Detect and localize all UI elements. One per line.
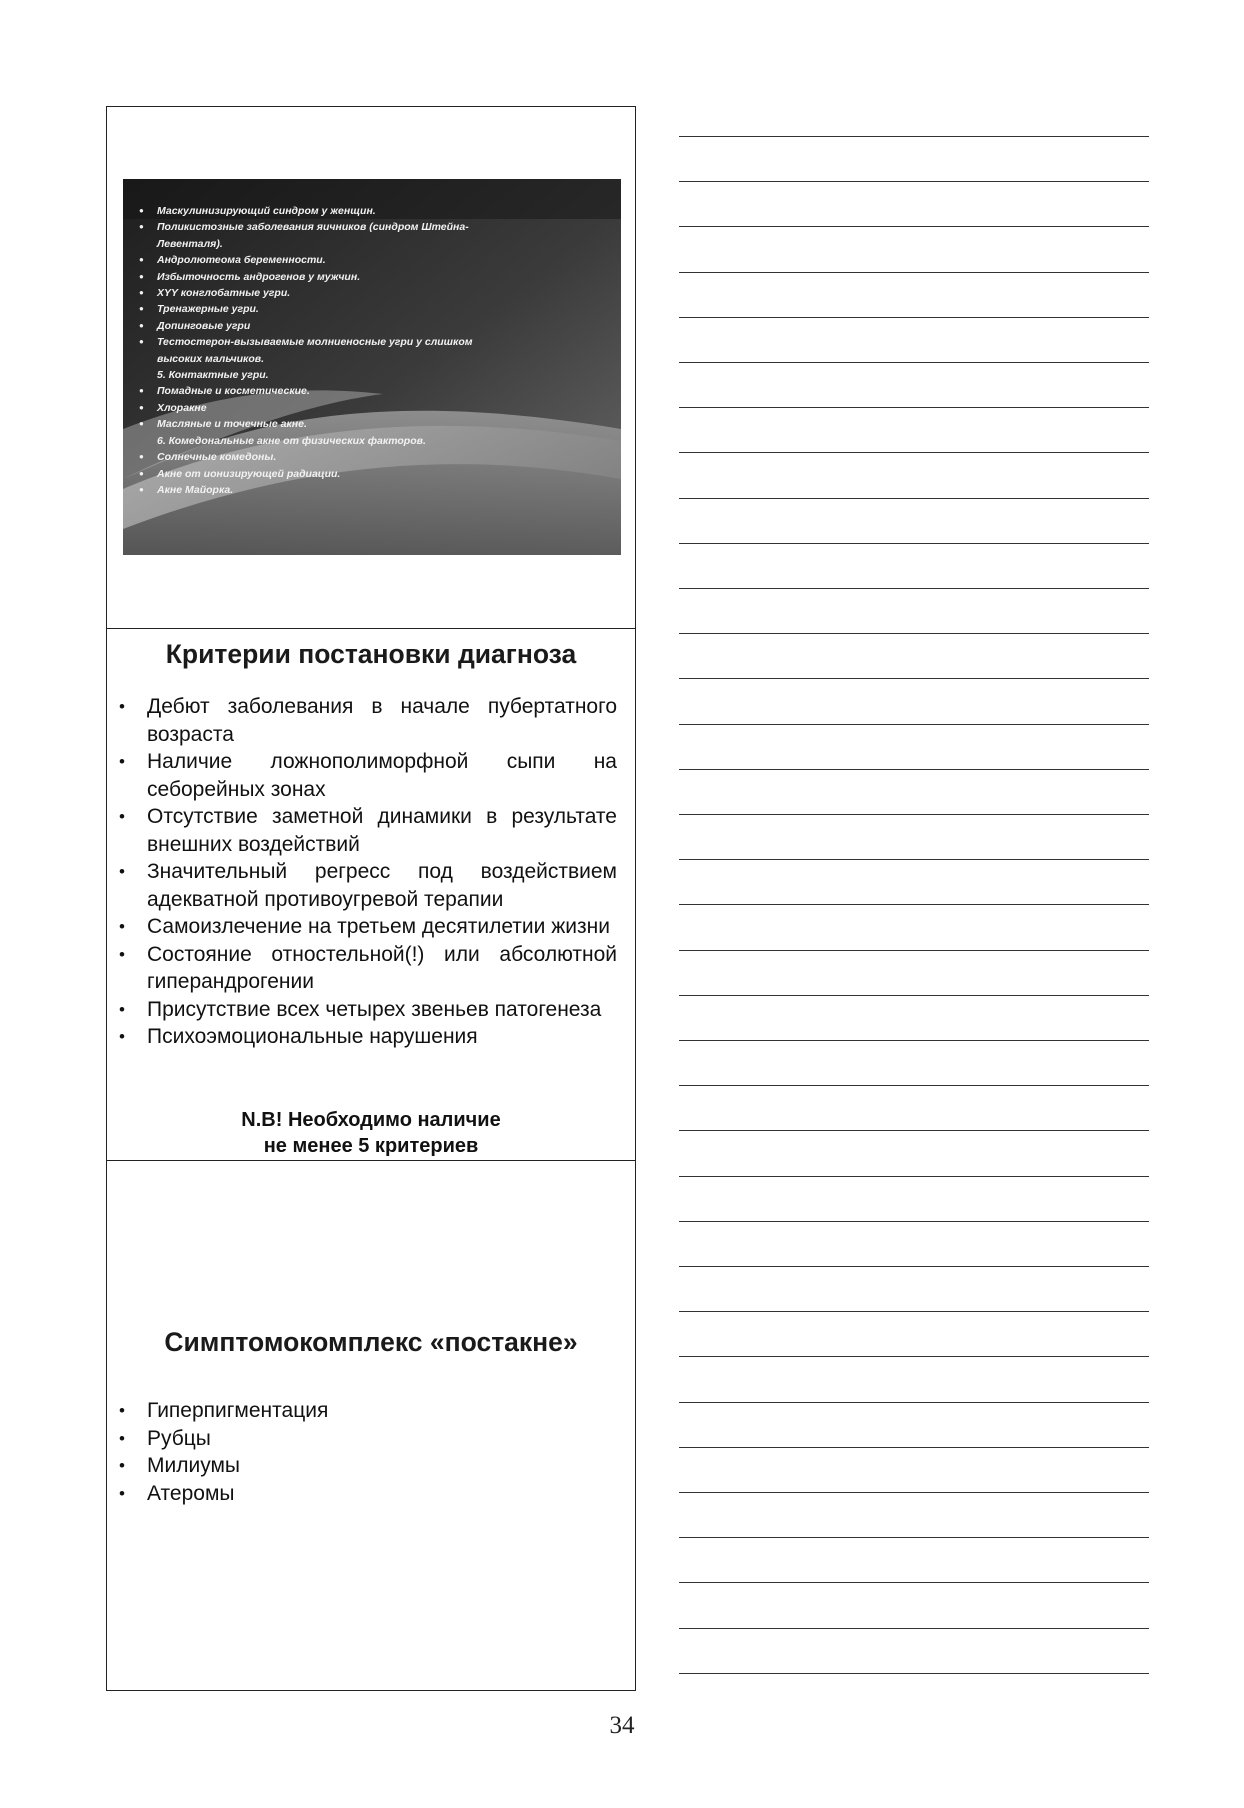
slides-column (106, 106, 636, 1691)
slide-image-item: ● Поликистозные заболевания яичников (синдром Штейна- (137, 219, 607, 235)
note-line (679, 1221, 1149, 1222)
note-line (679, 362, 1149, 363)
list-item: • Самоизлечение на третьем десятилетии жизни (117, 913, 617, 941)
nb-note-line: не менее 5 критериев (263, 1135, 479, 1157)
note-line (679, 226, 1149, 227)
slide-image (123, 179, 621, 555)
list-item: • Милиумы (117, 1452, 617, 1480)
note-line (679, 904, 1149, 905)
slide-image-item: ● Помадные и косметические. (137, 383, 607, 399)
note-line (679, 1176, 1149, 1177)
slide-diagnosis-criteria (107, 629, 635, 1161)
page-number: 34 (609, 1712, 635, 1739)
note-line (679, 1447, 1149, 1448)
slide-image-item: ● Допинговые угри (137, 318, 607, 334)
note-line (679, 859, 1149, 860)
list-item: • Присутствие всех четырех звеньев патогенеза (117, 996, 617, 1024)
slide-image-item: 6. Комедональные акне от физических факторов. (157, 434, 426, 447)
note-line (679, 317, 1149, 318)
note-line (679, 950, 1149, 951)
list-item: • Атеромы (117, 1480, 617, 1508)
note-line (679, 1492, 1149, 1493)
note-line (679, 1130, 1149, 1131)
list-item: • Наличие ложнополиморфной сыпи на себорейных зонах (117, 748, 617, 803)
note-line (679, 1628, 1149, 1629)
slide-image-item: ● Андролютеома беременности. (137, 252, 607, 268)
slide-image-item: ● Масляные и точечные акне. (137, 416, 607, 432)
note-line (679, 678, 1149, 679)
note-line (679, 769, 1149, 770)
list-item: • Состояние отностельной(!) или абсолютной гиперандрогении (117, 941, 617, 996)
list-item: • Значительный регресс под воздействием адекватной противоугревой терапии (117, 858, 617, 913)
note-line (679, 724, 1149, 725)
note-line (679, 407, 1149, 408)
note-line (679, 1356, 1149, 1357)
slide-image-item: ● XYY конглобатные угри. (137, 285, 607, 301)
postacne-list (117, 1397, 617, 1507)
note-line (679, 1085, 1149, 1086)
note-line (679, 1311, 1149, 1312)
note-line (679, 1582, 1149, 1583)
list-item: • Отсутствие заметной динамики в результате внешних воздействий (117, 803, 617, 858)
note-line (679, 498, 1149, 499)
slide-image-item: ● Акне от ионизирующей радиации. (137, 466, 607, 482)
note-line (679, 1402, 1149, 1403)
note-line (679, 995, 1149, 996)
slide-title: Симптомокомплекс «постакне» (164, 1327, 578, 1357)
slide-image-item: ● Маскулинизирующий синдром у женщин. (137, 203, 607, 219)
note-line (679, 181, 1149, 182)
note-line (679, 1266, 1149, 1267)
note-line (679, 1537, 1149, 1538)
notes-lines (679, 130, 1149, 1680)
note-line (679, 543, 1149, 544)
slide-image-item: 5. Контактные угри. (157, 369, 269, 382)
slide-image-item: высоких мальчиков. (157, 352, 265, 365)
note-line (679, 1040, 1149, 1041)
note-line (679, 1673, 1149, 1674)
slide-image-item: ● Хлоракне (137, 400, 607, 416)
note-line (679, 633, 1149, 634)
list-item: • Гиперпигментация (117, 1397, 617, 1425)
list-item: • Дебют заболевания в начале пубертатного возраста (117, 693, 617, 748)
slide-image-item: ● Тестостерон-вызываемые молниеносные угри у слишком (137, 334, 607, 350)
note-line (679, 272, 1149, 273)
note-line (679, 452, 1149, 453)
slide-image-item: ● Акне Майорка. (137, 482, 607, 498)
criteria-list (117, 693, 617, 1051)
slide-image-item: ● Солнечные комедоны. (137, 449, 607, 465)
nb-note-line: N.B! Необходимо наличие (241, 1109, 501, 1131)
slide-title: Критерии постановки диагноза (165, 639, 577, 669)
note-line (679, 588, 1149, 589)
slide-image-item: Левенталя). (157, 237, 223, 250)
note-line (679, 136, 1149, 137)
list-item: • Психоэмоциональные нарушения (117, 1023, 617, 1051)
slide-image-list (137, 203, 607, 498)
note-line (679, 814, 1149, 815)
slide-postacne (107, 1161, 635, 1690)
slide-image-item: ● Тренажерные угри. (137, 301, 607, 317)
slide-acne-types (107, 107, 635, 629)
slide-image-item: ● Избыточность андрогенов у мужчин. (137, 269, 607, 285)
list-item: • Рубцы (117, 1425, 617, 1453)
nb-note (107, 1107, 635, 1159)
